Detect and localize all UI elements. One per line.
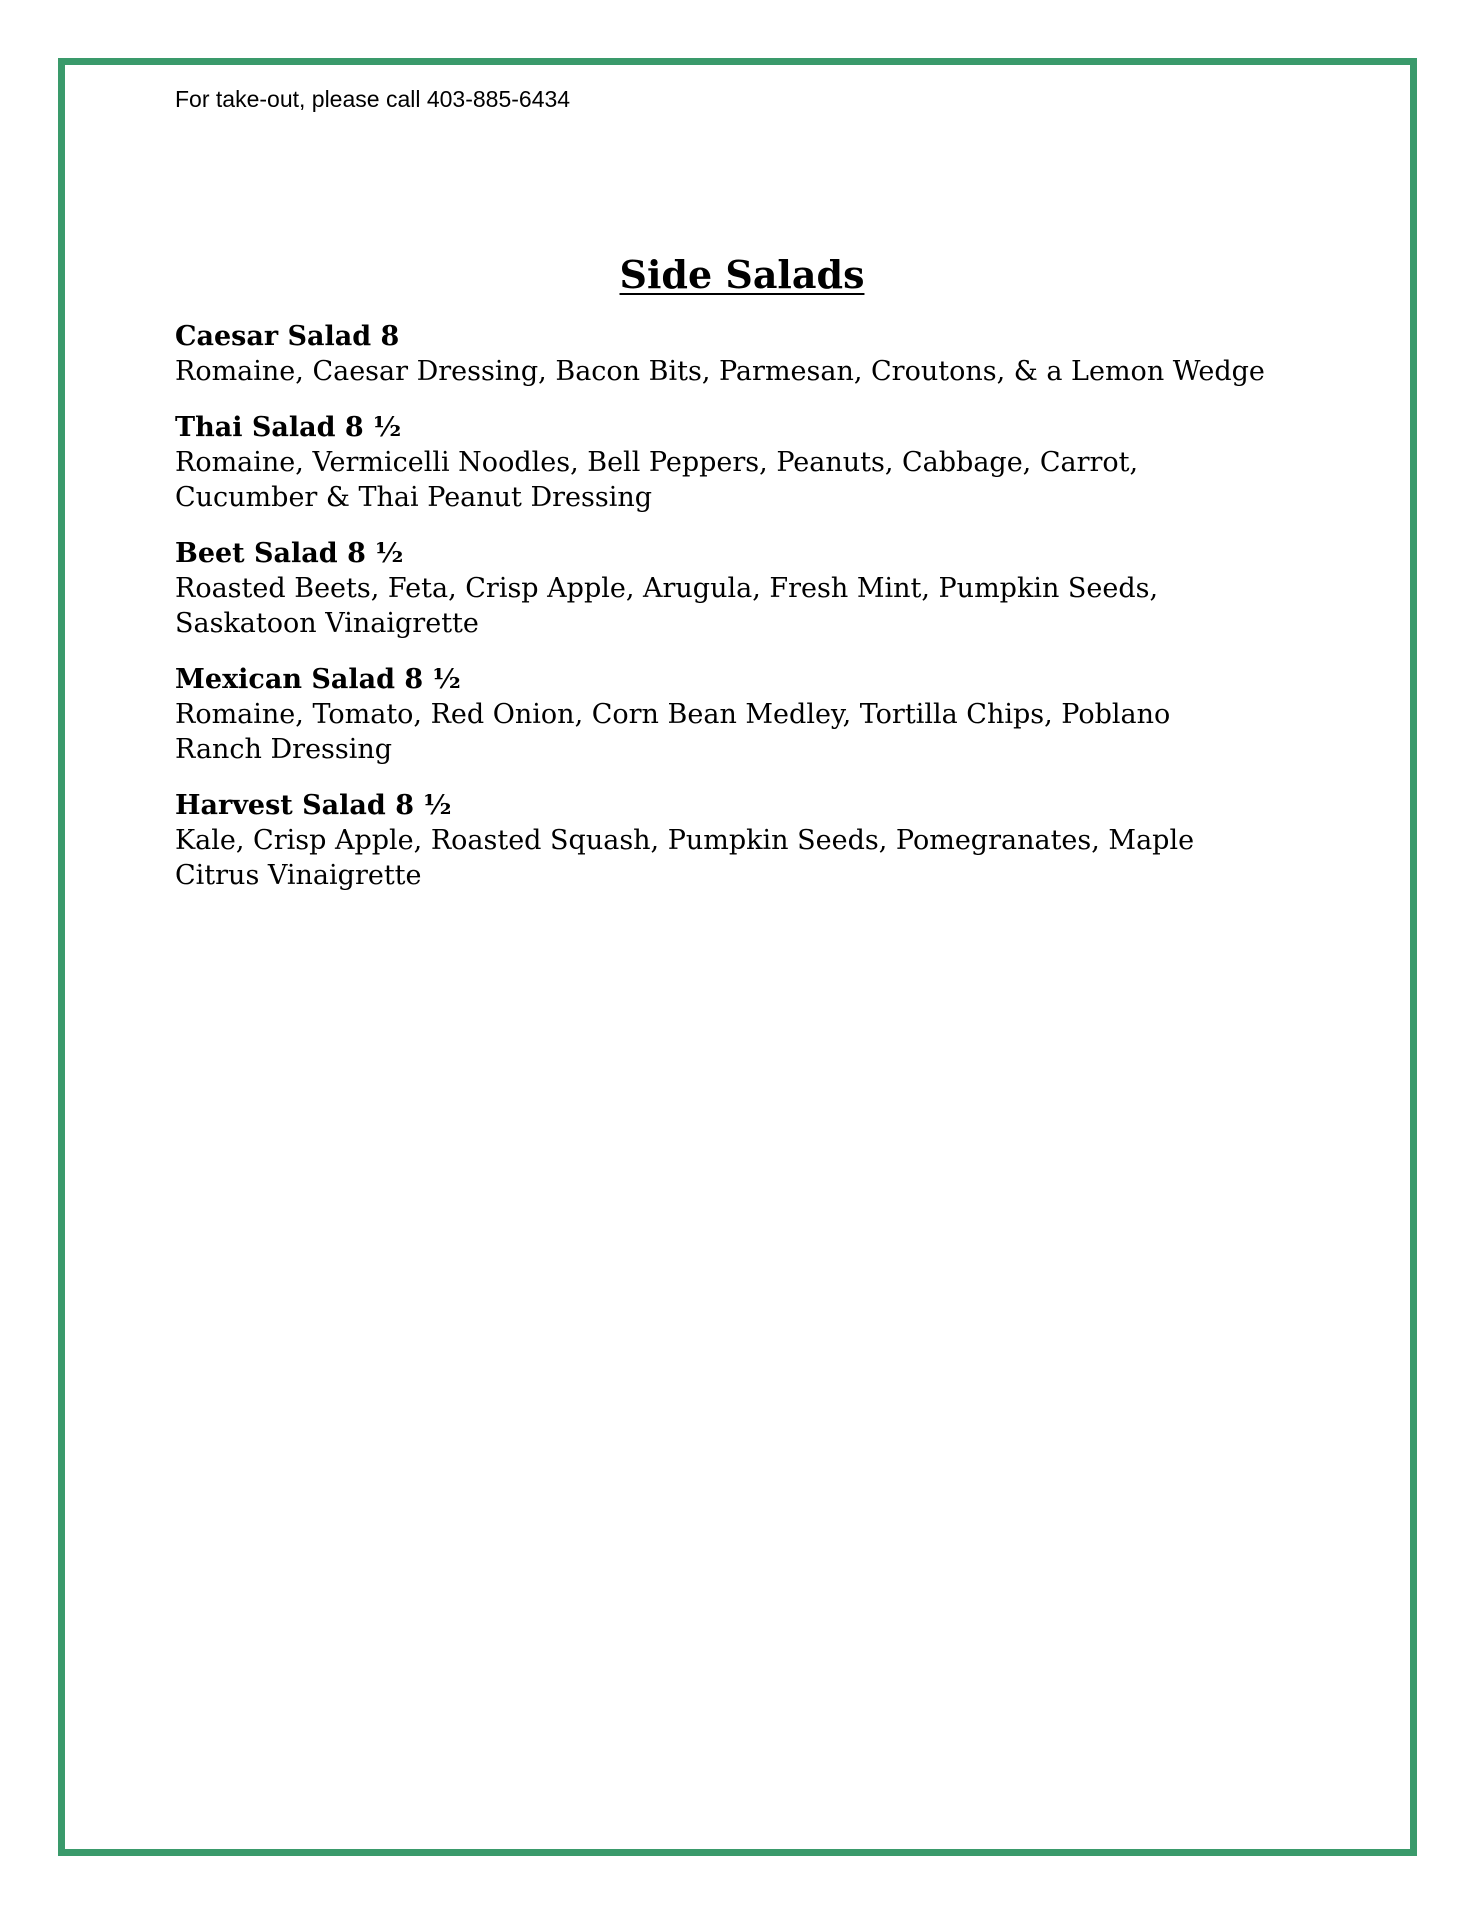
menu-item-name: Beet Salad 8 ½ — [175, 538, 404, 569]
section-title — [0, 252, 1484, 297]
section-title-text: Side Salads — [619, 252, 865, 297]
menu-item-description: Romaine, Caesar Dressing, Bacon Bits, Parmesan, Croutons, & a Lemon Wedge — [175, 356, 1265, 387]
menu-item — [175, 789, 1335, 893]
menu-item — [175, 537, 1335, 641]
menu-item-description: Romaine, Tomato, Red Onion, Corn Bean Medley, Tortilla Chips, Poblano Ranch Dressing — [175, 699, 1171, 765]
menu-item-name: Mexican Salad 8 ½ — [175, 664, 461, 695]
menu-item-description: Kale, Crisp Apple, Roasted Squash, Pumpkin Seeds, Pomegranates, Maple Citrus Vinaigrette — [175, 825, 1195, 891]
menu-list — [175, 320, 1335, 915]
menu-item-name: Harvest Salad 8 ½ — [175, 790, 452, 821]
menu-item-name: Thai Salad 8 ½ — [175, 412, 402, 443]
menu-item — [175, 411, 1335, 515]
menu-item-description: Roasted Beets, Feta, Crisp Apple, Arugula, Fresh Mint, Pumpkin Seeds, Saskatoon Vinaigrette — [175, 573, 1159, 639]
menu-item-description: Romaine, Vermicelli Noodles, Bell Peppers, Peanuts, Cabbage, Carrot, Cucumber & Thai Peanut Dressing — [175, 447, 1139, 513]
menu-item-name: Caesar Salad 8 — [175, 321, 400, 352]
takeout-note: For take-out, please call 403-885-6434 — [175, 86, 571, 112]
menu-item — [175, 663, 1335, 767]
menu-item — [175, 320, 1335, 389]
